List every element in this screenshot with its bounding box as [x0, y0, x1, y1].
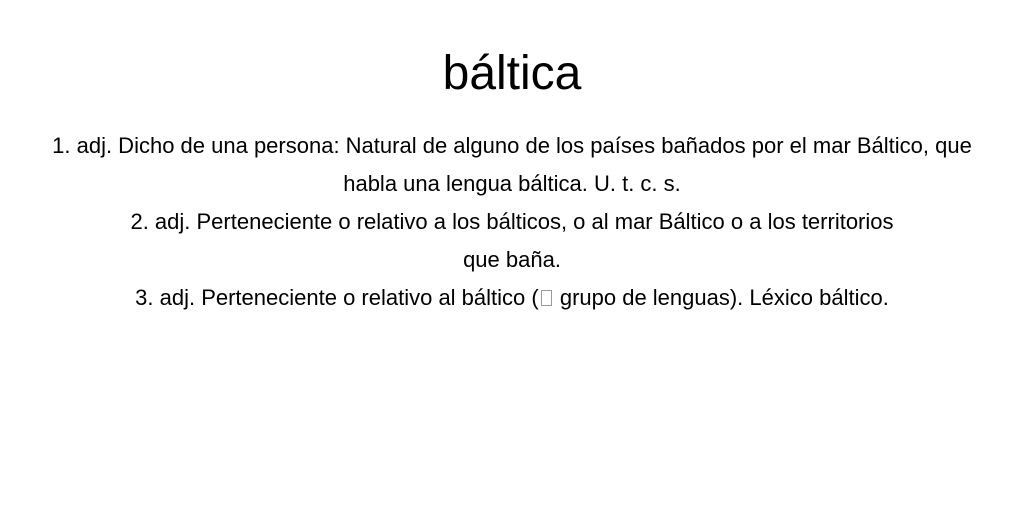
- definition-3: [112, 279, 912, 317]
- entry-headword: báltica: [442, 47, 582, 100]
- missing-glyph-icon: [541, 290, 552, 306]
- definitions-list: [40, 127, 984, 317]
- definition-1: 1. adj. Dicho de una persona: Natural de alguno de los países bañados por el mar Báltico, que habla una lengua báltica. U. t. c. s.: [52, 133, 972, 196]
- definition-2: 2. adj. Perteneciente o relativo a los bálticos, o al mar Báltico o a los territorios que baña.: [130, 209, 894, 272]
- definition-3-text-after: grupo de lenguas). Léxico báltico.: [553, 285, 889, 310]
- definition-3-text-before: 3. adj. Perteneciente o relativo al báltico (: [135, 285, 539, 310]
